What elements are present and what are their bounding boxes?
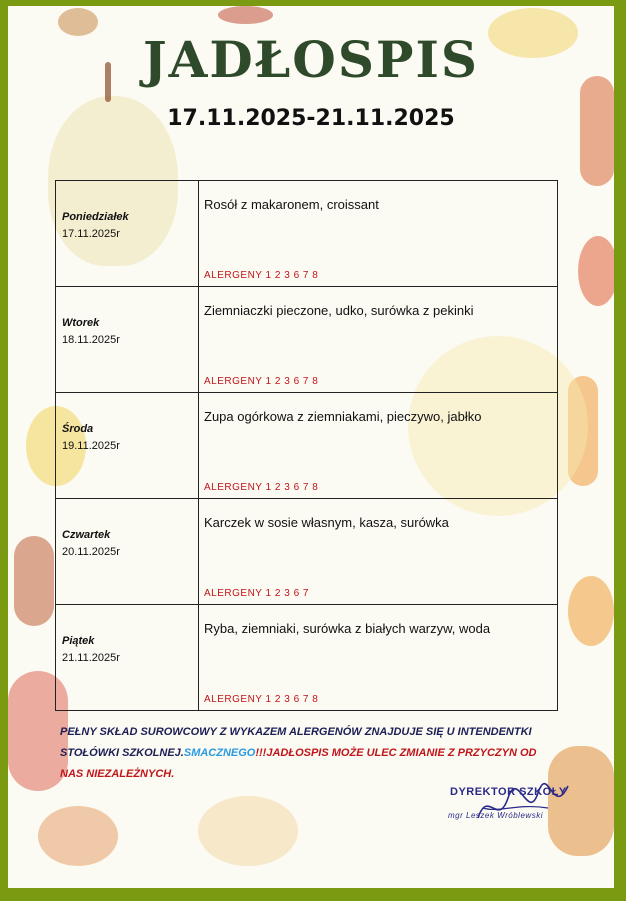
table-row [56,181,558,287]
dish-text: Rosół z makaronem, croissant [204,197,379,212]
day-name: Czwartek [62,529,111,541]
day-cell [56,499,199,605]
day-date: 19.11.2025r [62,440,120,452]
decoration-orange-leaf-bottom-right [568,576,614,646]
day-name: Piątek [62,635,95,647]
page-title: JADŁOSPIS [142,30,480,89]
dish-text: Ziemniaczki pieczone, udko, surówka z pekinki [204,303,474,318]
notice-bon-appetit: SMACZNEGO [183,747,256,759]
allergen-list: ALERGENY 1 2 3 6 7 8 [204,270,319,281]
decoration-berry-top [218,6,273,24]
director-stamp [438,778,588,838]
dish-cell [199,605,558,711]
dish-cell [199,393,558,499]
table-row [56,287,558,393]
table-row [56,605,558,711]
table-row [56,393,558,499]
notice-text [60,722,540,785]
day-cell [56,393,199,499]
dish-cell [199,181,558,287]
day-name: Poniedziałek [62,211,129,223]
day-date: 21.11.2025r [62,652,120,664]
signature-icon [438,778,588,838]
dish-cell [199,499,558,605]
dish-text: Ryba, ziemniaki, surówka z białych warzyw, woda [204,621,491,636]
day-name: Wtorek [62,317,100,329]
day-name: Środa [62,423,94,435]
day-cell [56,287,199,393]
decoration-red-right [578,236,614,306]
menu-page [8,6,614,888]
dish-cell [199,287,558,393]
day-cell [56,181,199,287]
allergen-list: ALERGENY 1 2 3 6 7 8 [204,482,319,493]
decoration-leaf-left [14,536,54,626]
date-range: 17.11.2025-21.11.2025 [167,106,455,131]
allergen-list: ALERGENY 1 2 3 6 7 [204,588,309,599]
day-cell [56,605,199,711]
day-date: 18.11.2025r [62,334,120,346]
decoration-orange-right [580,76,614,186]
allergen-list: ALERGENY 1 2 3 6 7 8 [204,694,319,705]
decoration-bottom-left [38,806,118,866]
dish-text: Zupa ogórkowa z ziemniakami, pieczywo, jabłko [204,409,482,424]
allergen-list: ALERGENY 1 2 3 6 7 8 [204,376,319,387]
decoration-bottom-center [198,796,298,866]
table-row [56,499,558,605]
notice-change-warning: !!!JADŁOSPIS MOŻE ULEC ZMIANIE Z PRZYCZYN OD NAS NIEZALEŻNYCH. [60,747,537,780]
day-date: 20.11.2025r [62,546,120,558]
notice-composition: PEŁNY SKŁAD SUROWCOWY Z WYKAZEM ALERGENÓW ZNAJDUJE SIĘ U INTENDENTKI STOŁÓWKI SZKOLNEJ. [60,726,532,759]
stamp-title: DYREKTOR SZKOŁY [450,786,567,798]
menu-table [55,180,558,711]
dish-text: Karczek w sosie własnym, kasza, surówka [204,515,449,530]
stamp-name: mgr Leszek Wróblewski [448,811,543,820]
day-date: 17.11.2025r [62,228,120,240]
